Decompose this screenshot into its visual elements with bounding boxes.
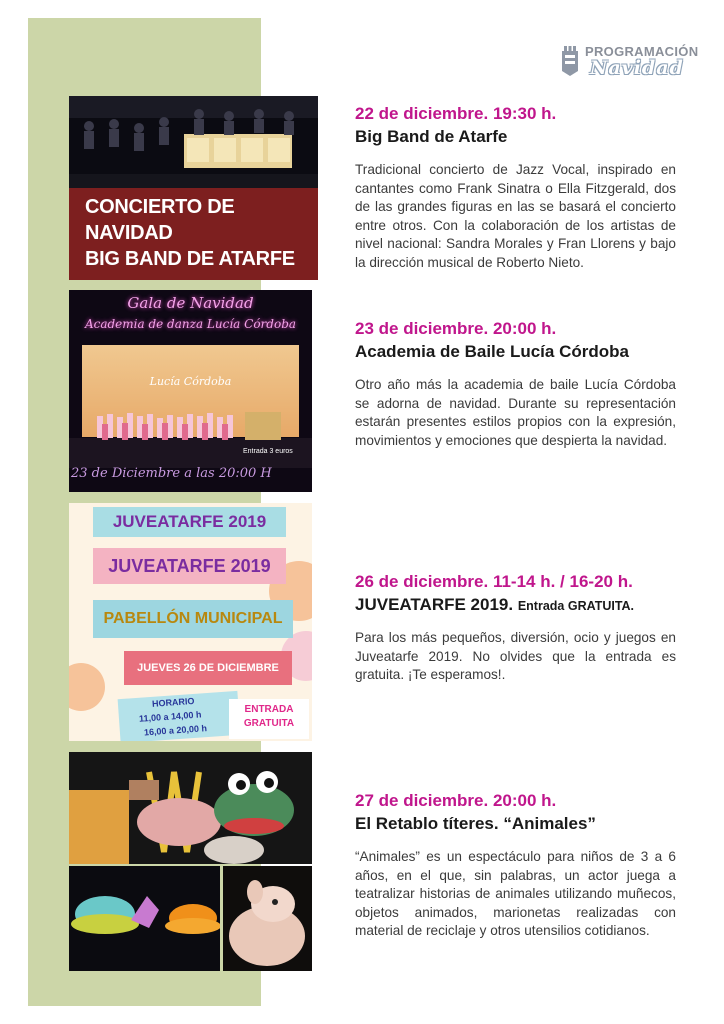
event-description: Para los más pequeños, diversión, ocio y juegos en Juveatarfe 2019. No olvides que la entrada es gratuita. ¡Te esperamos!. xyxy=(355,630,676,683)
dance-gala-photo xyxy=(69,290,312,492)
event-title-text: JUVEATARFE 2019. xyxy=(355,595,514,614)
event-title xyxy=(355,814,676,834)
schedule-afternoon: 16,00 a 20,00 h xyxy=(143,723,208,738)
logo-line-2: Navidad xyxy=(590,57,684,79)
banner-line-3: BIG BAND DE ATARFE xyxy=(85,248,295,270)
event-date: 22 de diciembre. 19:30 h. xyxy=(355,104,557,123)
event-title-text: El Retablo títeres. “Animales” xyxy=(355,814,596,833)
event-title-extra: Entrada GRATUITA. xyxy=(517,599,635,613)
gala-subtitle: Academia de danza Lucía Córdoba xyxy=(84,317,297,331)
event-description: Otro año más la academia de baile Lucía Córdoba se adorna de navidad. Durante su representación estarán presentes estilos propios con la expresión, movimientos y emociones que despierta la navidad. xyxy=(355,377,676,448)
event-date: 26 de diciembre. 11-14 h. / 16-20 h. xyxy=(355,572,633,591)
puppets-photo-bottom-left xyxy=(69,866,220,971)
decorative-circle xyxy=(69,663,105,711)
gala-title: Gala de Navidad xyxy=(127,294,254,312)
schedule-box xyxy=(118,691,241,741)
event-puppets xyxy=(355,791,676,941)
event-description: Tradicional concierto de Jazz Vocal, inspirado en cantantes como Frank Sinatra o Ella Fitzgerald, dos de las grandes figuras en las se basará el concierto entre otros. Con la colaboración de los artistas de nivel nacional: Sandra Morales y Fran Llorens y bajo la dirección musical de Roberto Nieto. xyxy=(355,162,676,270)
schedule-title: HORARIO xyxy=(151,695,195,709)
event-title xyxy=(355,595,676,615)
schedule-morning: 11,00 a 14,00 h xyxy=(138,709,202,724)
puppet-hats-image xyxy=(69,866,220,971)
event-title xyxy=(355,127,676,147)
banner-line-1: CONCIERTO DE xyxy=(85,196,235,218)
dancers-group-image xyxy=(69,408,312,468)
concert-banner xyxy=(69,188,318,280)
free-entry-line-1: ENTRADA xyxy=(244,704,294,715)
concert-stage-image xyxy=(69,96,318,188)
poster-bar-3: PABELLÓN MUNICIPAL xyxy=(93,600,293,638)
free-entry-badge xyxy=(229,699,309,739)
event-date: 23 de diciembre. 20:00 h. xyxy=(355,319,557,338)
free-entry-line-2: GRATUITA xyxy=(243,718,295,729)
big-band-photo xyxy=(69,96,318,280)
puppet-frog-image xyxy=(69,752,312,864)
event-title xyxy=(355,342,676,362)
puppet-sheep-image xyxy=(223,866,312,971)
curtain-label: Lucía Córdoba xyxy=(149,375,232,388)
event-date: 27 de diciembre. 20:00 h. xyxy=(355,791,557,810)
logo-line-1: PROGRAMACIÓN xyxy=(585,44,699,59)
event-big-band xyxy=(355,104,676,273)
event-dance-academy xyxy=(355,319,676,450)
event-description: “Animales” es un espectáculo para niños de 3 a 6 años, en el que, sin palabras, un actor juega a teatralizar historias de animales utilizando muñecos, objetos animados, marionetas realizadas con material de reciclaje y otros utensilios cotidianos. xyxy=(355,849,676,939)
town-shield-icon xyxy=(560,45,580,77)
juveatarfe-poster xyxy=(69,503,312,741)
puppets-photo-bottom-right xyxy=(223,866,312,971)
banner-line-2: NAVIDAD xyxy=(85,222,173,244)
poster-bar-1: JUVEATARFE 2019 xyxy=(93,507,286,537)
event-title-text: Academia de Baile Lucía Córdoba xyxy=(355,342,629,361)
poster-bar-2: JUVEATARFE 2019 xyxy=(93,548,286,584)
gala-date-line: 23 de Diciembre a las 20:00 H xyxy=(71,466,272,481)
entrance-price-label: Entrada 3 euros xyxy=(243,448,293,455)
event-title-text: Big Band de Atarfe xyxy=(355,127,508,146)
poster-bar-4: JUEVES 26 DE DICIEMBRE xyxy=(124,651,292,685)
event-juveatarfe xyxy=(355,572,676,685)
programacion-navidad-logo xyxy=(560,42,700,82)
puppets-photo-top xyxy=(69,752,312,864)
